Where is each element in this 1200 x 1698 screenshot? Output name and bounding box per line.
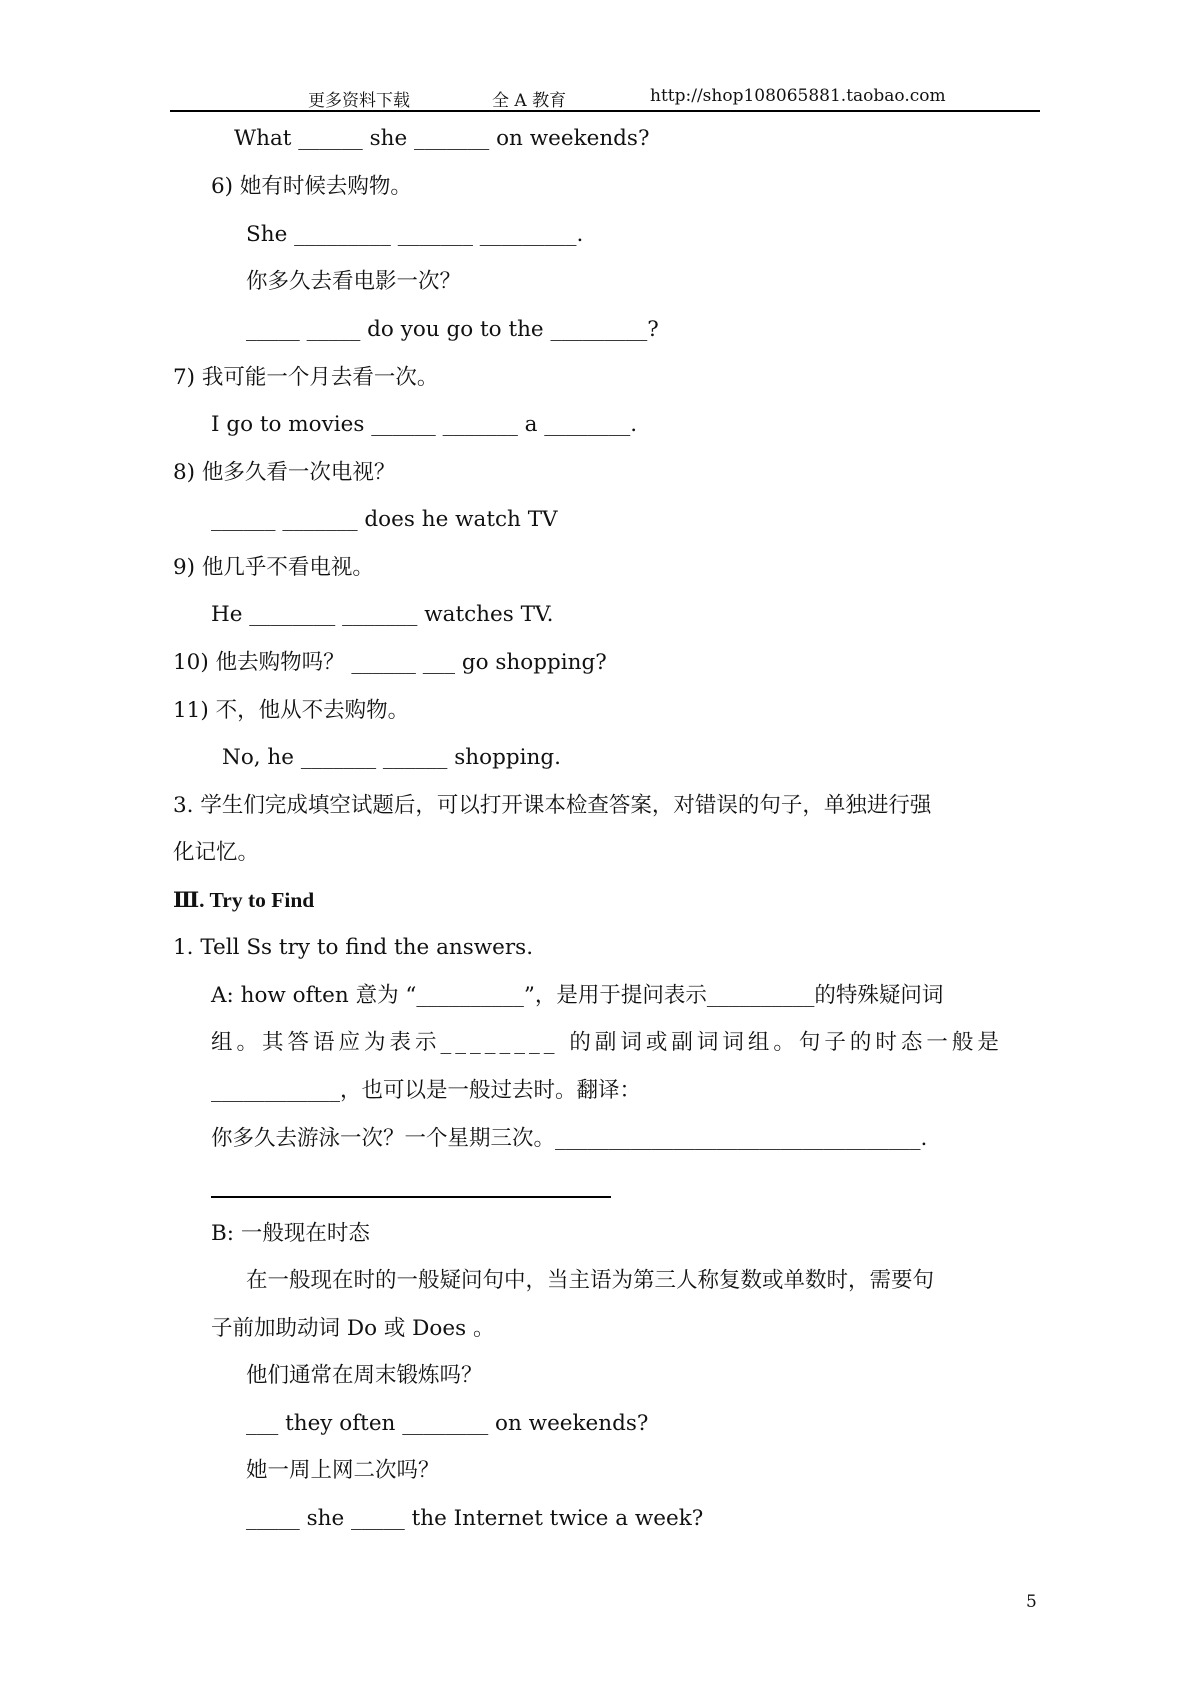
section-heading-try-to-find: Ⅲ. Try to Find [173, 888, 315, 912]
line-tell-ss: 1. Tell Ss try to find the answers. [173, 935, 534, 960]
line-movie-en: _____ _____ do you go to the _________? [246, 317, 659, 342]
line-a-answer: 组。其答语应为表示________ 的副词或副词词组。句子的时态一般是 [211, 1030, 1003, 1055]
line-b-example-2-cn: 她一周上网二次吗？ [246, 1458, 440, 1483]
line-item-8-cn: 8) 他多久看一次电视？ [173, 460, 396, 485]
line-item-8-en: ______ _______ does he watch TV [211, 507, 558, 532]
line-item-9-en: He ________ _______ watches TV. [211, 602, 554, 627]
line-step-3-cont: 化记忆。 [173, 840, 260, 865]
page-number: 5 [1026, 1592, 1037, 1612]
line-b-example-1-cn: 他们通常在周末锻炼吗？ [246, 1363, 483, 1388]
header-center-text: 全 A 教育 [492, 91, 567, 111]
line-b-heading: B: 一般现在时态 [211, 1221, 370, 1246]
line-item-6-cn: 6) 她有时候去购物。 [211, 174, 412, 199]
line-item-10: 10) 他去购物吗？ ______ ___ go shopping? [173, 650, 607, 675]
line-b-example-2-en: _____ she _____ the Internet twice a week? [246, 1506, 704, 1531]
answer-blank-line [211, 1196, 611, 1198]
line-a-tense: ____________，也可以是一般过去时。翻译： [211, 1078, 642, 1103]
header-left-text: 更多资料下载 [308, 91, 410, 111]
line-b-example-1-en: ___ they often ________ on weekends? [246, 1411, 649, 1436]
line-what-she: What ______ she _______ on weekends? [234, 126, 650, 151]
line-a-how-often: A: how often 意为 “__________”，是用于提问表示__________的特殊疑问词 [211, 983, 944, 1008]
line-item-7-cn: 7) 我可能一个月去看一次。 [173, 365, 439, 390]
header-url: http://shop108065881.taobao.com [650, 86, 946, 106]
line-item-11-cn: 11) 不，他从不去购物。 [173, 698, 410, 723]
line-item-11-en: No, he _______ ______ shopping. [222, 745, 561, 770]
line-item-7-en: I go to movies ______ _______ a ________. [211, 412, 638, 437]
header-rule [170, 110, 1040, 112]
line-item-9-cn: 9) 他几乎不看电视。 [173, 555, 374, 580]
line-b-explain-cont: 子前加助动词 Do 或 Does 。 [211, 1316, 495, 1341]
line-step-3: 3. 学生们完成填空试题后，可以打开课本检查答案，对错误的句子，单独进行强 [173, 793, 932, 818]
line-a-translate: 你多久去游泳一次？一个星期三次。__________________________________. [211, 1126, 928, 1151]
line-b-explain: 在一般现在时的一般疑问句中，当主语为第三人称复数或单数时，需要句 [246, 1268, 935, 1293]
line-she-blanks: She _________ _______ _________. [246, 222, 584, 247]
line-movie-cn: 你多久去看电影一次？ [246, 269, 462, 294]
